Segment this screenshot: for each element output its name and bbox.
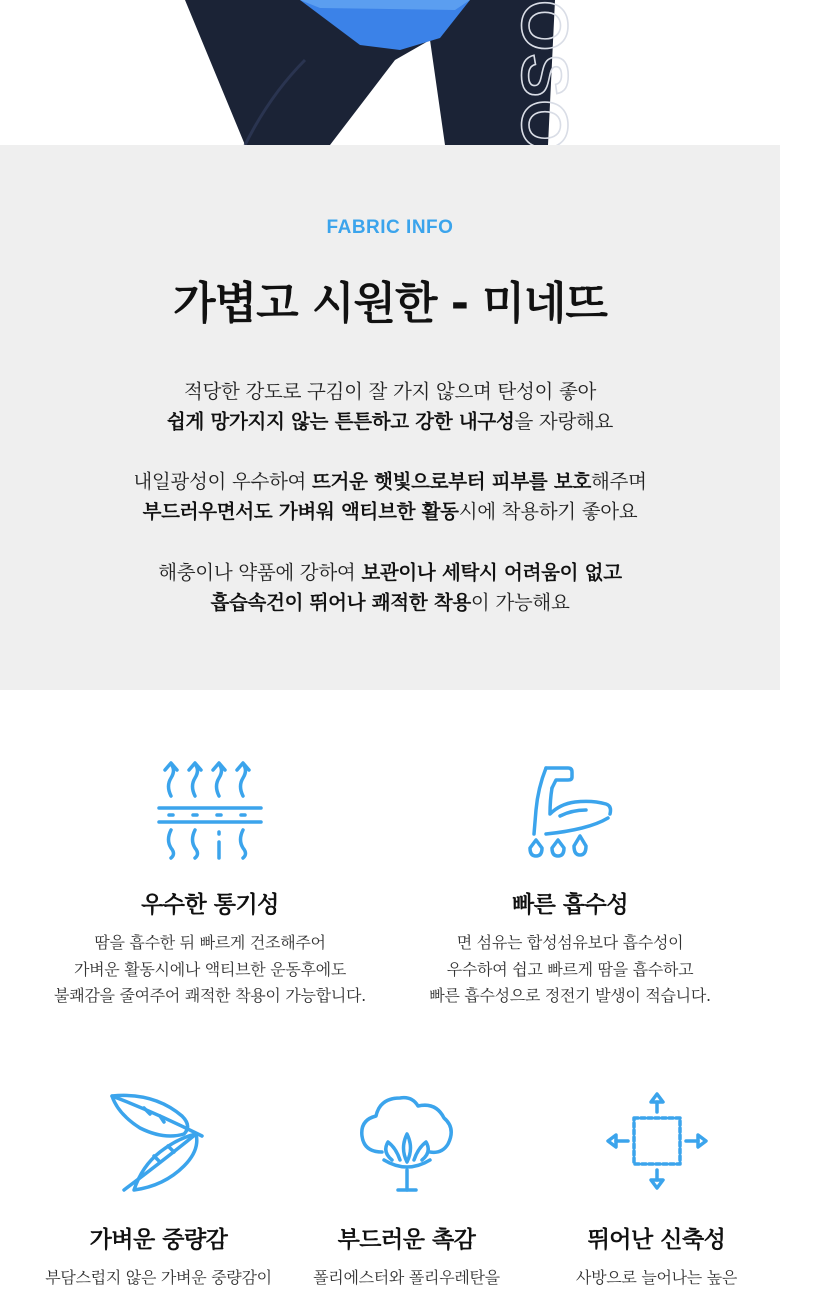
info-text: 시에 착용하기 좋아요 — [458, 500, 638, 523]
feature-desc — [20, 930, 400, 1010]
info-text: 적당한 강도로 구김이 잘 가지 않으며 탄성이 좋아 — [183, 380, 597, 403]
info-text: 해충이나 약품에 강하여 — [158, 561, 362, 584]
feature-title: 우수한 통기성 — [141, 892, 279, 918]
feature-desc-line: 빠른 흡수성으로 정전기 발생이 적습니다. — [429, 986, 711, 1005]
info-text: 을 자랑해요 — [514, 410, 614, 433]
info-text: 해주며 — [591, 470, 647, 493]
section-title: 가볍고 시원한 - 미네뜨 — [173, 278, 607, 329]
info-paragraph — [0, 467, 780, 527]
feature-desc-line: 가벼운 활동시에나 액티브한 운동후에도 — [73, 959, 346, 979]
breathable-icon — [155, 760, 265, 860]
leggings-photo — [0, 0, 780, 145]
absorb-icon — [520, 760, 620, 860]
feature-stretch — [498, 1090, 815, 1292]
feature-desc-line: 폴리에스터와 폴리우레탄을 — [313, 1268, 500, 1287]
feature-desc-line: 불쾌감을 줄여주어 쾌적한 착용이 가능합니다. — [54, 986, 366, 1005]
info-line — [0, 558, 780, 588]
feature-title: 부드러운 촉감 — [337, 1227, 476, 1253]
info-text: 내일광성이 우수하여 — [133, 470, 312, 493]
info-line — [0, 497, 780, 527]
feature-absorb — [380, 760, 760, 1010]
feature-desc-line: 사방으로 늘어나는 높은 — [575, 1268, 738, 1287]
info-emphasis: 흡습속건이 뛰어나 쾌적한 착용 — [210, 591, 471, 614]
cotton-icon — [352, 1090, 462, 1195]
fabric-info-section — [0, 145, 780, 690]
info-paragraph — [0, 377, 780, 437]
info-emphasis: 보관이나 세탁시 어려움이 없고 — [361, 561, 622, 584]
info-emphasis: 뜨거운 햇빛으로부터 피부를 보호 — [312, 470, 591, 493]
hero-image — [0, 0, 780, 145]
feature-desc — [498, 1265, 815, 1292]
info-line — [0, 467, 780, 497]
info-line — [0, 377, 780, 407]
feature-desc-line: 부담스럽지 않은 가벼운 중량감이 — [45, 1268, 272, 1287]
info-emphasis: 부드러우면서도 가벼워 액티브한 활동 — [142, 500, 459, 523]
feature-desc-line: 땀을 흡수한 뒤 빠르게 건조해주어 — [94, 933, 326, 952]
info-emphasis: 쉽게 망가지지 않는 튼튼하고 강한 내구성 — [166, 410, 515, 433]
feature-title: 빠른 흡수성 — [511, 892, 629, 918]
feature-desc-line: 우수하여 쉽고 빠르게 땀을 흡수하고 — [446, 959, 694, 979]
feature-desc — [380, 930, 760, 1010]
feature-title: 뛰어난 신축성 — [587, 1227, 726, 1253]
info-line — [0, 407, 780, 437]
stretch-icon — [602, 1090, 712, 1195]
section-kicker: FABRIC INFO — [326, 217, 454, 238]
info-line — [0, 588, 780, 618]
info-paragraph — [0, 558, 780, 618]
info-text: 이 가능해요 — [470, 591, 570, 614]
feather-icon — [104, 1090, 214, 1195]
feature-desc-line: 면 섬유는 합성섬유보다 흡수성이 — [456, 933, 684, 952]
feature-breathable — [20, 760, 400, 1010]
feature-title: 가벼운 중량감 — [89, 1227, 228, 1253]
